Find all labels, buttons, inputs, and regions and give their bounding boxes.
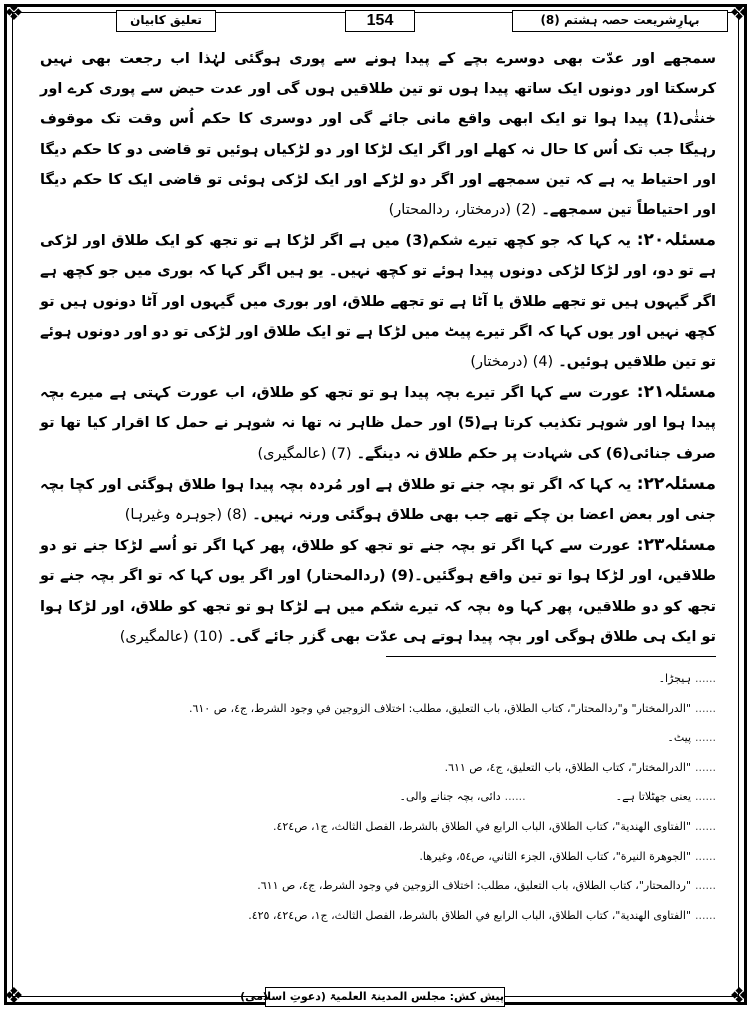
footnote-leader: ...... bbox=[695, 760, 716, 774]
footnote-item bbox=[40, 753, 716, 783]
masala-heading: مسئلہ۲۰: bbox=[636, 230, 716, 251]
footnote-divider bbox=[386, 656, 716, 657]
footnote-text: "الدرالمختار"، کتاب الطلاق، باب التعلیق، ج٤، ص ٦١١. bbox=[444, 760, 692, 774]
paragraph bbox=[40, 530, 716, 652]
paragraph-text: یہ کہا کہ جو کچھ تیرے شکم(3) میں ہے اگر لڑکا ہے تو تجھ کو ایک طلاق اور لڑکی ہے تو دو، اور لڑکا لڑکی دونوں پیدا ہوئے تو کچھ نہیں۔ یو ہیں اگر کہا کہ بوری میں جو کچھ ہے اگر گیہوں ہیں تو تجھے طلاق یا آٹا ہے تو تجھے طلاق، اور بوری میں گیہوں اور آٹا دونوں ہیں تو کچھ نہیں اور یوں کہا کہ اگر تیرے پیٹ میں لڑکا ہے تو ایک طلاق اور لڑکی تو دو اور دونوں ہوئے تو تین طلاقیں ہوئیں۔ bbox=[40, 233, 716, 371]
masala-heading: مسئلہ۲۲: bbox=[636, 473, 716, 494]
paragraph-text: عورت سے کہا اگر تیرے بچہ پیدا ہو تو تجھ کو طلاق، اب عورت کہتی ہے میرے بچہ پیدا ہوا اور شوہر تکذیب کرتا ہے(5) اور حمل ظاہر نہ تھا نہ شوہر نے حمل کا اقرار کیا تھا تو صرف جنائی(6) کی شہادت پر حکم طلاق نہ دینگے۔ bbox=[40, 385, 716, 462]
reference-note: (7) (عالمگیری) bbox=[257, 445, 352, 462]
paragraph-text: عورت سے کہا اگر تو بچہ جنے تو تجھ کو طلاق، پھر کہا اگر تو اُسے لڑکا جنے تو دو طلاقیں، اور لڑکا ہوا تو تین واقع ہوگئیں۔(9) (ردالمحتار) اور اگر یوں کہا کہ تو اگر بچہ جنے تو تجھ کو دو طلاقیں، پھر کہا وہ بچہ کہ تیرے شکم میں ہے لڑکا ہو تو تجھ کو طلاق، اور لڑکا ہوا تو ایک ہی طلاق ہوگی اور بچہ پیدا ہوتے ہی عدّت بھی گزر جائے گی۔ bbox=[40, 538, 717, 645]
footnote-item bbox=[40, 871, 716, 901]
paragraph bbox=[40, 377, 716, 469]
footnote-text: "الدرالمختار" و"ردالمحتار"، کتاب الطلاق، باب التعلیق، مطلب: اختلاف الزوجین في وجود الشرط، ج٤، ص ٦١٠. bbox=[188, 701, 692, 715]
footnote-item bbox=[40, 694, 716, 724]
footnote-leader: ...... bbox=[695, 819, 716, 833]
corner-ornament-icon: ❖ bbox=[4, 984, 24, 1009]
footnote-leader: ...... bbox=[695, 849, 716, 863]
paragraph bbox=[40, 469, 716, 530]
footnote-leader: ...... bbox=[695, 672, 716, 685]
footnote-item bbox=[40, 901, 716, 931]
footnote-text: پیٹ۔ bbox=[667, 731, 692, 745]
footnote-text: ہیجڑا۔ bbox=[658, 672, 692, 685]
corner-ornament-icon: ❖ bbox=[4, 1, 24, 26]
corner-ornament-icon: ❖ bbox=[729, 984, 749, 1009]
paragraph bbox=[40, 44, 716, 225]
book-title: بہارِشریعت حصہ ہشتم (8) bbox=[512, 10, 728, 32]
page-number: 154 bbox=[345, 10, 415, 32]
footnote-leader: ...... bbox=[695, 879, 716, 893]
footnote-leader: ...... bbox=[504, 790, 526, 804]
paragraph-text: سمجھے اور عدّت بھی دوسرے بچے کے پیدا ہونے سے پوری ہوگئی لہٰذا اب رجعت بھی نہیں کرسکتا اور دونوں ایک ساتھ پیدا ہوں تو تین طلاقیں ہوں گی اور عدت حیض سے پوری کرے اور خنثٰی(1) پیدا ہوا تو ایک ابھی واقع مانی جائے گی اور دوسری کا حکم اُس وقت تک موقوف رہیگا جب تک اُس کا حال نہ کھلے اور اگر ایک لڑکا اور دو لڑکیاں ہوئیں تو قاضی دو کا حکم دیگا اور احتیاط یہ ہے کہ تین سمجھے اور اگر دو لڑکے اور ایک لڑکی ہوئی تو قاضی ایک کا حکم دیگا اور احتیاطاً تین سمجھے۔ bbox=[40, 51, 716, 219]
footnotes bbox=[40, 664, 716, 930]
footnote-item bbox=[40, 842, 716, 872]
footnote-item bbox=[40, 664, 716, 694]
reference-note: (4) (درمختار) bbox=[470, 354, 554, 371]
footnote-leader: ...... bbox=[695, 790, 716, 804]
reference-note: (10) (عالمگیری) bbox=[119, 628, 224, 645]
publisher-footer: پیش کش: مجلس المدینۃ العلمیۃ (دعوتِ اسلامی) bbox=[265, 987, 505, 1007]
footnote-leader: ...... bbox=[695, 908, 716, 922]
footnote-text: یعنی جھٹلاتا ہے۔ bbox=[615, 790, 692, 804]
footnote-text: "الفتاوی الهندیة"، کتاب الطلاق، الباب الرابع في الطلاق بالشرط، الفصل الثالث، ج١، ص٤٢٤. bbox=[272, 819, 692, 833]
footnote-item bbox=[40, 782, 716, 812]
footnote-text: "الجوهرة النيرة"، کتاب الطلاق، الجزء الثاني، ص٥٤، وغيرها. bbox=[419, 849, 692, 863]
corner-ornament-icon: ❖ bbox=[729, 1, 749, 26]
masala-heading: مسئلہ۲۳: bbox=[636, 535, 716, 556]
footnote-text: "الفتاوی الهندیة"، کتاب الطلاق، الباب الرابع في الطلاق بالشرط، الفصل الثالث، ج١، ص٤٢٤، ٤٢٥. bbox=[248, 908, 692, 922]
reference-note: (2) (درمختار، ردالمحتار) bbox=[388, 202, 537, 219]
footnote-text: دائی، بچہ جنانے والی۔ bbox=[399, 790, 501, 804]
main-text bbox=[40, 44, 716, 652]
footnote-item bbox=[40, 812, 716, 842]
footnote-leader: ...... bbox=[695, 701, 716, 715]
reference-note: (8) (جوہرہ وغیرہا) bbox=[124, 507, 248, 524]
footnote-item bbox=[40, 723, 716, 753]
masala-heading: مسئلہ۲۱: bbox=[636, 382, 716, 403]
footnote-text: "ردالمحتار"، کتاب الطلاق، باب التعلیق، مطلب: اختلاف الزوجین في وجود الشرط، ج٤، ص ٦١١. bbox=[257, 879, 692, 893]
paragraph bbox=[40, 225, 716, 377]
footnote-leader: ...... bbox=[695, 731, 716, 745]
page-header bbox=[0, 6, 753, 34]
chapter-title: تعلیق کابیان bbox=[116, 10, 216, 32]
paragraph-text: یہ کہا کہ اگر تو بچہ جنے تو طلاق ہے اور مُردہ بچہ پیدا ہوا طلاق ہوگئی اور کچا بچہ جنی اور بعض اعضا بن چکے تھے جب بھی طلاق ہوگئی ورنہ نہیں۔ bbox=[40, 476, 716, 524]
